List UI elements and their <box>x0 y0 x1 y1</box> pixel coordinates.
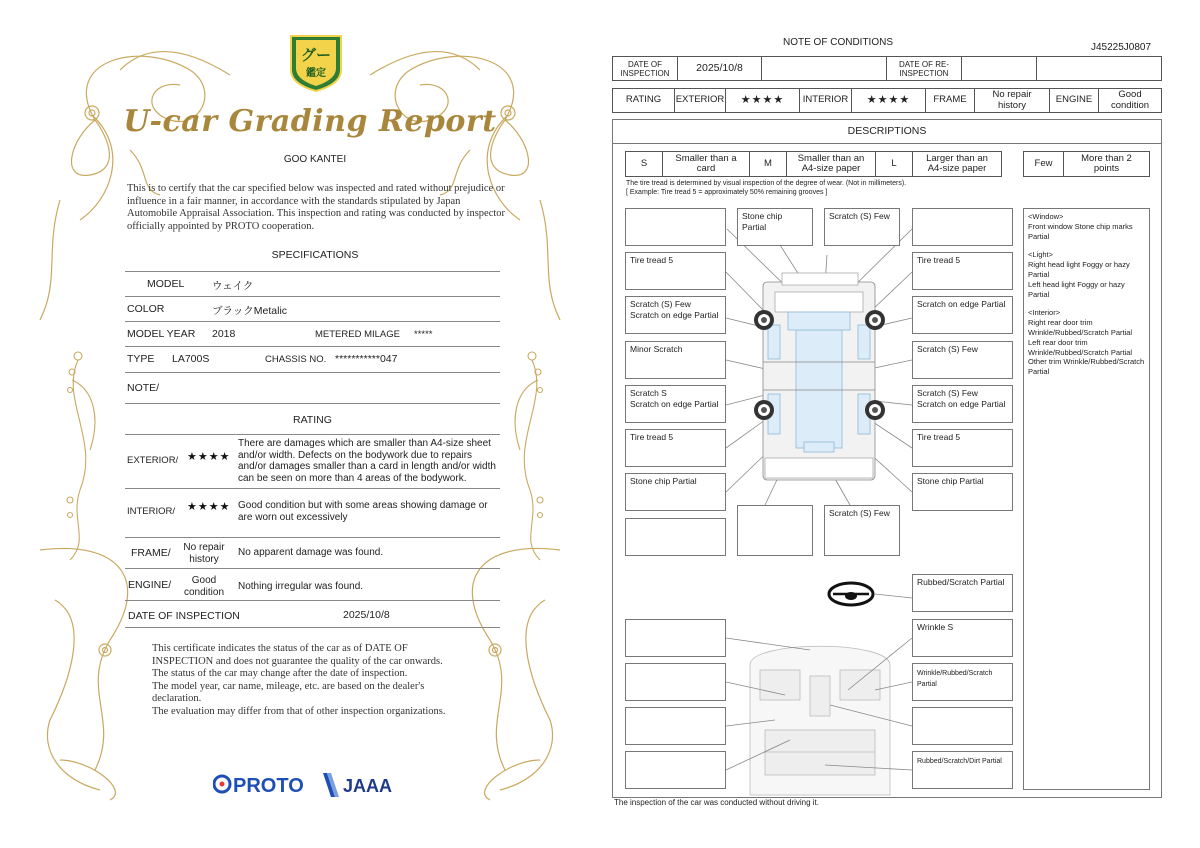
svg-text:鑑定: 鑑定 <box>306 68 326 79</box>
rating-heading: RATING <box>293 414 332 426</box>
damage-box <box>625 296 726 334</box>
exterior-label: EXTERIOR/ <box>127 455 179 466</box>
damage-note: Rubbed/Scratch Partial <box>917 577 1005 587</box>
interior-box <box>912 619 1013 657</box>
damage-note: Scratch (S) Few <box>917 344 978 354</box>
damage-note: Tire tread 5 <box>917 432 961 442</box>
side-note-line: Other trim Wrinkle/Rubbed/Scratch Partial <box>1028 357 1145 377</box>
chassis-value: ***********047 <box>335 353 398 365</box>
divider <box>125 537 500 538</box>
color-value: ブラックMetalic <box>212 305 288 317</box>
damage-note: Wrinkle/Rubbed/Scratch Partial <box>917 670 993 688</box>
exterior-description: There are damages which are smaller than A4-size sheet and/or width. Defects on the bodywork due to repairs and/or damages smaller than a card in length and/or width can be seen on more than 4 areas of the bodywork. <box>238 438 496 484</box>
color-label: COLOR <box>127 303 165 315</box>
legend-l: L <box>875 151 913 177</box>
damage-box <box>625 429 726 467</box>
proto-logo-text: PROTO <box>233 775 304 797</box>
model-label: MODEL <box>147 278 185 290</box>
interior-box <box>625 619 726 657</box>
damage-note: Scratch (S) Few <box>917 388 978 398</box>
footer-note: The inspection of the car was conducted without driving it. <box>614 798 819 807</box>
legend-m: M <box>749 151 787 177</box>
interior-box <box>625 707 726 745</box>
divider <box>125 271 500 272</box>
damage-note: Scratch (S) Few <box>630 299 691 309</box>
note-of-conditions <box>600 0 1200 848</box>
date-of-inspection-label: DATE OF INSPECTION <box>128 610 240 622</box>
damage-box <box>625 473 726 511</box>
disclaimer-line: The status of the car may change after the date of inspection. <box>152 668 408 679</box>
interior-box <box>912 707 1013 745</box>
frame-value: No repair history <box>183 542 225 565</box>
frame-label: FRAME/ <box>131 547 171 559</box>
disclaimer-line: This certificate indicates the status of the car as of DATE OF <box>152 643 408 654</box>
damage-box <box>824 505 900 556</box>
note-label: NOTE/ <box>127 382 160 394</box>
divider <box>125 568 500 569</box>
interior-label: INTERIOR/ <box>127 506 176 517</box>
legend-s: S <box>625 151 663 177</box>
model-value: ウェイク <box>212 280 254 292</box>
disclaimer-line: INSPECTION and does not guarantee the quality of the car onwards. <box>152 655 443 667</box>
jaaa-logo-text: JAAA <box>343 776 393 796</box>
steering-wheel-icon <box>829 583 912 605</box>
descriptions-heading: DESCRIPTIONS <box>612 119 1162 144</box>
side-note-line: Front window Stone chip marks Partial <box>1028 221 1133 241</box>
legend-s-desc: Smaller than a card <box>662 151 750 177</box>
damage-note: Stone chip Partial <box>630 476 697 486</box>
side-note-line: Left rear door trim Wrinkle/Rubbed/Scratch Partial <box>1028 337 1133 357</box>
damage-box <box>912 208 1013 246</box>
divider <box>125 488 500 489</box>
damage-note: Scratch on edge Partial <box>630 310 719 320</box>
reference-number: J45225J0807 <box>1091 42 1152 53</box>
interior-box <box>912 663 1013 701</box>
damage-note: Wrinkle S <box>917 622 954 632</box>
footer-logos <box>213 770 413 800</box>
engine-label: ENGINE/ <box>128 579 172 591</box>
interior-box <box>912 751 1013 789</box>
date-of-reinspection-label: DATE OF RE-INSPECTION <box>886 56 962 81</box>
legend-few-desc: More than 2 points <box>1063 151 1150 177</box>
side-note-line: Right head light Foggy or hazy Partial <box>1028 260 1130 279</box>
interior-label: INTERIOR <box>799 88 852 113</box>
model-year-label: MODEL YEAR <box>127 328 196 340</box>
legend-few: Few <box>1023 151 1064 177</box>
interior-stars: ★★★★ <box>187 501 231 513</box>
type-label: TYPE <box>127 353 155 365</box>
rating-label: RATING <box>612 88 675 113</box>
date-of-inspection-value: 2025/10/8 <box>343 609 390 621</box>
damage-box <box>625 252 726 290</box>
divider <box>125 434 500 435</box>
side-notes <box>1023 208 1150 790</box>
side-note-spacer <box>1028 241 1145 250</box>
type-value: LA700S <box>172 353 210 365</box>
engine-description: Nothing irregular was found. <box>238 581 364 592</box>
damage-box <box>912 385 1013 423</box>
chassis-label: CHASSIS NO. <box>265 354 327 365</box>
interior-description: Good condition but with some areas showing damage or are worn out excessively <box>238 500 488 523</box>
damage-box <box>737 208 813 246</box>
damage-note: Tire tread 5 <box>630 432 674 442</box>
damage-note: Scratch (S) Few <box>829 211 890 221</box>
damage-box <box>625 341 726 379</box>
damage-box <box>625 385 726 423</box>
divider <box>125 600 500 601</box>
tire-example: [ Example: Tire tread 5 = approximately 50% remaining grooves ] <box>626 189 828 196</box>
interior-box <box>625 751 726 789</box>
legend-l-desc: Larger than an A4-size paper <box>912 151 1002 177</box>
divider <box>125 321 500 322</box>
goo-logo-text: グー <box>300 46 332 64</box>
interior-box <box>625 663 726 701</box>
model-year-value: 2018 <box>212 328 236 340</box>
frame-value: No repair history <box>974 88 1050 113</box>
damage-note: Stone chip Partial <box>742 211 783 232</box>
divider <box>125 403 500 404</box>
damage-box <box>912 473 1013 511</box>
metered-milage-label: METERED MILAGE <box>315 329 400 340</box>
divider <box>125 372 500 373</box>
side-note-line: <Light> <box>1028 250 1054 260</box>
interior-stars: ★★★★ <box>851 88 926 113</box>
date-of-inspection-value: 2025/10/8 <box>677 56 762 81</box>
damage-note: Tire tread 5 <box>917 255 961 265</box>
engine-value: Good condition <box>183 575 225 598</box>
damage-box <box>625 518 726 556</box>
side-note-spacer <box>1028 299 1145 308</box>
goo-kantei-logo <box>287 30 345 92</box>
metered-milage-value: ***** <box>414 329 433 340</box>
damage-box <box>737 505 813 556</box>
engine-value: Good condition <box>1098 88 1162 113</box>
damage-note: Minor Scratch <box>630 344 683 354</box>
engine-label: ENGINE <box>1049 88 1099 113</box>
damage-box <box>912 296 1013 334</box>
frame-description: No apparent damage was found. <box>238 547 384 558</box>
damage-note: Rubbed/Scratch/Dirt Partial <box>917 758 1002 765</box>
side-note-line: Left head light Foggy or hazy Partial <box>1028 279 1125 299</box>
damage-note: Scratch on edge Partial <box>917 399 1006 409</box>
exterior-stars: ★★★★ <box>725 88 800 113</box>
frame-label: FRAME <box>925 88 975 113</box>
divider <box>125 627 500 628</box>
disclaimer-line: declaration. <box>152 693 202 704</box>
damage-box <box>625 208 726 246</box>
date-of-inspection-label: DATE OF INSPECTION <box>612 56 678 81</box>
side-note-line: Right rear door trim Wrinkle/Rubbed/Scratch Partial <box>1028 318 1133 337</box>
side-note-line: <Interior> <box>1028 308 1061 318</box>
side-note-line: <Window> <box>1028 212 1064 221</box>
damage-note: Scratch (S) Few <box>829 508 890 518</box>
divider <box>125 346 500 347</box>
disclaimer <box>152 643 492 718</box>
damage-note: Tire tread 5 <box>630 255 674 265</box>
damage-note: Stone chip Partial <box>917 476 984 486</box>
legend-m-desc: Smaller than an A4-size paper <box>786 151 876 177</box>
exterior-label: EXTERIOR <box>674 88 726 113</box>
exterior-stars: ★★★★ <box>187 451 231 463</box>
divider <box>125 296 500 297</box>
interior-box <box>912 574 1013 612</box>
damage-note: Scratch on edge Partial <box>630 399 719 409</box>
damage-box <box>912 341 1013 379</box>
damage-box <box>824 208 900 246</box>
damage-note: Scratch on edge Partial <box>917 299 1006 309</box>
report-subtitle: GOO KANTEI <box>283 154 347 165</box>
note-title: NOTE OF CONDITIONS <box>783 37 893 48</box>
tire-note: The tire tread is determined by visual inspection of the degree of wear. (Not in millimeters). <box>626 180 907 187</box>
disclaimer-line: The evaluation may differ from that of other inspection organizations. <box>152 705 446 717</box>
damage-box <box>912 429 1013 467</box>
report-title: U-car Grading Report <box>123 104 497 139</box>
damage-box <box>912 252 1013 290</box>
damage-note: Scratch S <box>630 388 667 398</box>
disclaimer-line: The model year, car name, mileage, etc. are based on the dealer's <box>152 680 425 692</box>
specifications-heading: SPECIFICATIONS <box>271 249 359 261</box>
certification-statement: This is to certify that the car specified below was inspected and rated without prejudice or influence in a fair manner, in accordance with the standards stipulated by Japan Automobile Appraisal Association. This inspection and rating was conducted by inspector officially appointed by PROTO cooperation. <box>127 183 506 232</box>
